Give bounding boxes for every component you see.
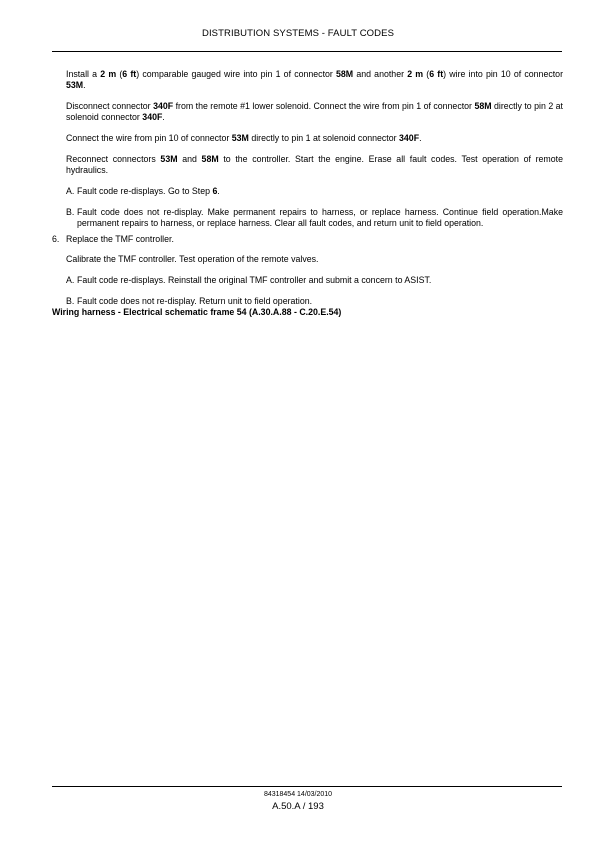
text-run: Reconnect connectors [66,154,161,164]
bold-run: 6 ft [122,69,137,79]
instruction-paragraph-disconnect [66,101,563,123]
bold-run: 340F [153,101,174,111]
footer-page-number: A.50.A / 193 [272,801,324,812]
instruction-paragraph-calibrate: Calibrate the TMF controller. Test operation of the remote valves. [66,254,319,264]
step-text: Replace the TMF controller. [66,234,174,244]
text-run: Fault code re-displays. Go to Step [77,186,213,196]
step-number: 6. [52,234,60,244]
bold-run: 2 m [407,69,424,79]
header-divider [52,51,562,52]
text-run: . [419,133,422,143]
bold-run: 2 m [100,69,117,79]
footer-divider [52,786,562,787]
section-heading: Wiring harness - Electrical schematic frame 54 (A.30.A.88 - C.20.E.54) [52,307,342,317]
text-run: to the controller. Start the engine. Erase all fault codes. Test operation of remote hydraulics. [66,154,563,175]
text-run: ) comparable gauged wire into pin 1 of connector [136,69,337,79]
item-label: B. [66,296,75,306]
text-run: Connect the wire from pin 10 of connector [66,133,232,143]
bold-run: 58M [474,101,492,111]
text-run: directly to pin 2 at solenoid connector [66,101,564,122]
outcome-item-b [52,207,563,229]
bold-run: 53M [231,133,249,143]
page-header-title: DISTRIBUTION SYSTEMS - FAULT CODES [201,28,395,39]
instruction-paragraph-reconnect [66,154,563,176]
item-label: B. [66,207,75,217]
text-run: and [177,154,202,164]
outcome-item-b-2 [52,296,563,307]
bold-run: 58M [336,69,354,79]
item-label: A. [66,186,75,196]
text-run: ) wire into pin 10 of connector [443,69,563,79]
instruction-paragraph-install-wire [66,69,563,91]
bold-run: 340F [399,133,420,143]
text-run: . [83,80,86,90]
instruction-paragraph-connect [66,133,563,144]
bold-run: 340F [142,112,163,122]
document-body [52,69,563,318]
item-text: Fault code does not re-display. Return unit to field operation. [77,296,313,306]
bold-run: 53M [66,80,84,90]
item-label: A. [66,275,75,285]
text-run: and another [353,69,408,79]
text-run: directly to pin 1 at solenoid connector [248,133,400,143]
outcome-item-a-2 [52,275,563,286]
text-run: Install a [66,69,101,79]
item-text: Fault code re-displays. Reinstall the original TMF controller and submit a concern to ASIST. [77,275,432,285]
text-run: from the remote #1 lower solenoid. Connect the wire from pin 1 of connector [173,101,475,111]
bold-run: 53M [160,154,178,164]
text-run: Disconnect connector [66,101,154,111]
item-text: Fault code does not re-display. Make permanent repairs to harness, or replace harness. Continue field operation.Make permanent repairs to harness, or replace harness. Clear all fault codes, and return unit to field operation. [77,207,563,228]
text-run: ( [116,69,123,79]
text-run: ( [423,69,430,79]
bold-run: 6 [212,186,218,196]
text-run: . [217,186,220,196]
bold-run: 58M [201,154,219,164]
footer-document-reference: 84318454 14/03/2010 [263,791,333,798]
text-run: . [162,112,165,122]
step-6 [52,234,563,245]
bold-run: 6 ft [429,69,444,79]
outcome-item-a [52,186,563,197]
